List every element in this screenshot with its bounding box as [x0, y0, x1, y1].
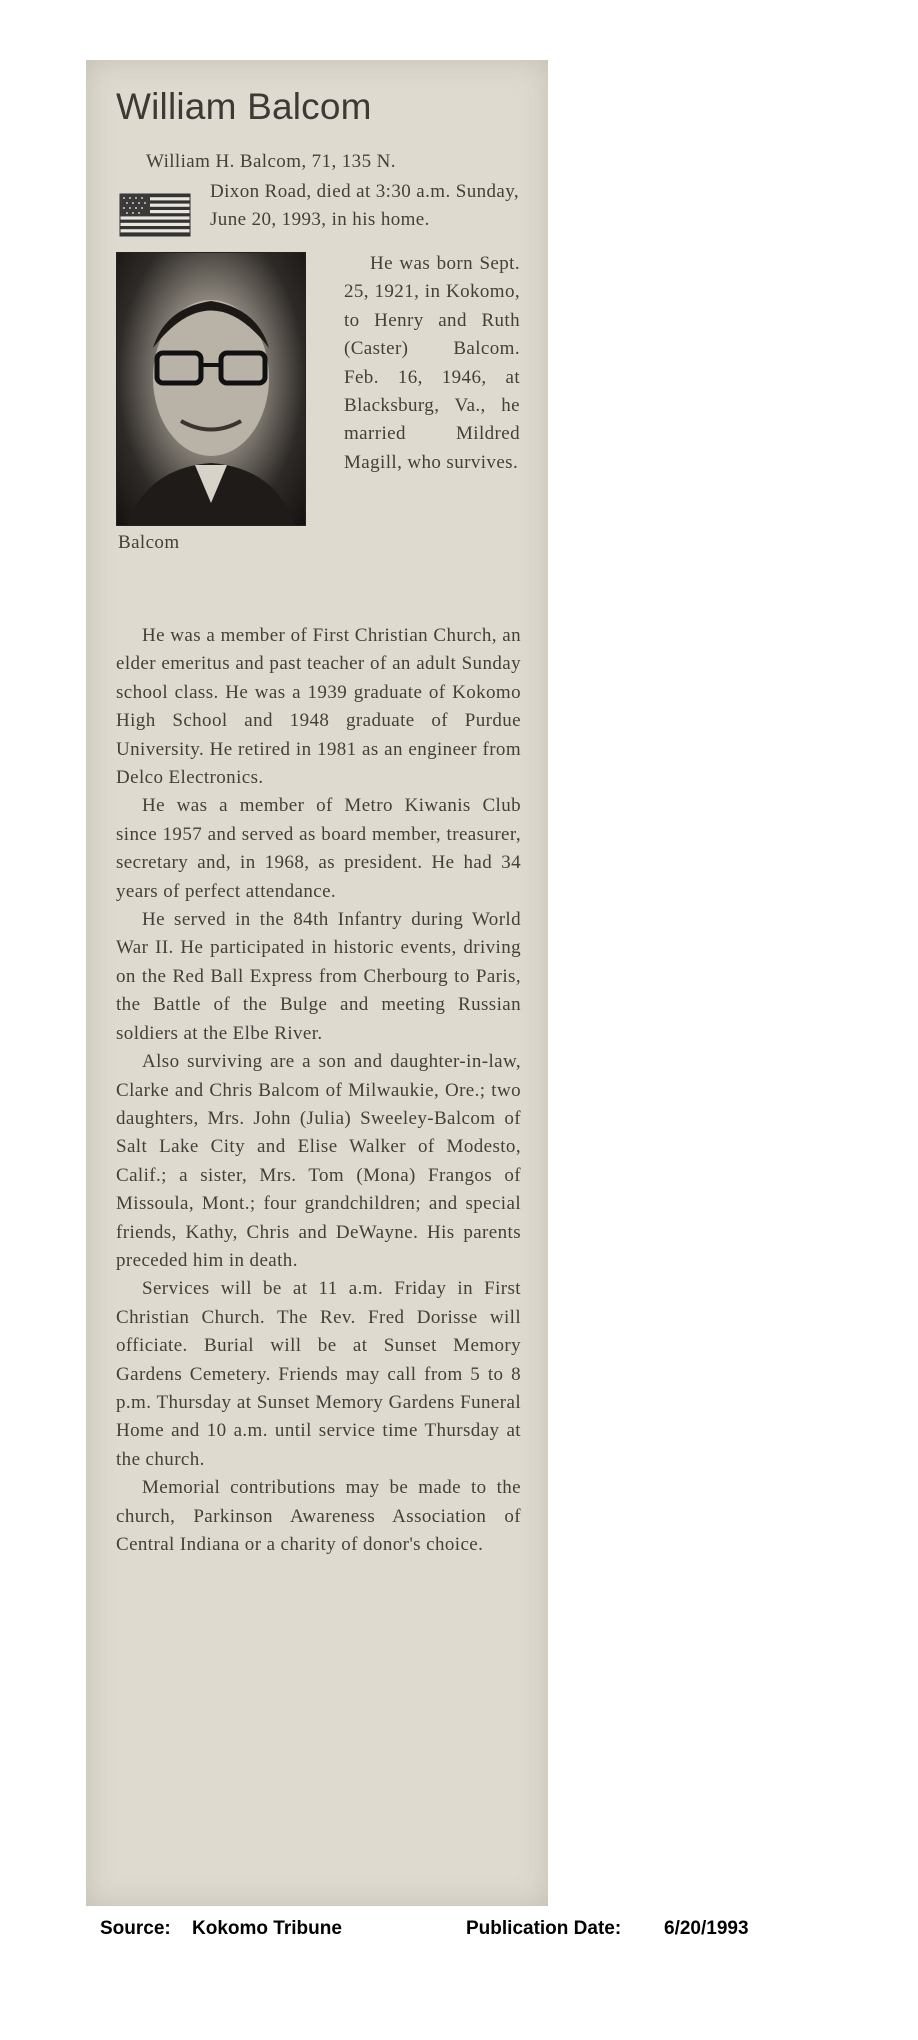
paragraph-survivors: Also surviving are a son and daughter-in-law, Clarke and Chris Balcom of Milwaukie, Ore.; two daughters, Mrs. John (Julia) Sweeley-Balcom of Salt Lake City and Elise Walker of Modesto, Calif.; a sister, Mrs. Tom (Mona) Frangos of Missoula, Mont.; four grandchildren; and special friends, Kathy, Chris and DeWayne. His parents preceded him in death. — [116, 1051, 521, 1271]
american-flag-icon — [118, 190, 192, 242]
intro-line-1: William H. Balcom, 71, 135 N. — [146, 151, 396, 172]
intro-line-2: Dixon Road, died at 3:30 a.m. Sunday, June 20, 1993, in his home. — [210, 181, 520, 231]
obituary-headline: William Balcom — [116, 86, 372, 127]
photo-caption: Balcom — [118, 532, 180, 553]
source-value: Kokomo Tribune — [192, 1918, 342, 1939]
paragraph-memorials: Memorial contributions may be made to the church, Parkinson Awareness Association of Central Indiana or a charity of donor's choice. — [116, 1477, 521, 1555]
paragraph-military: He served in the 84th Infantry during World War II. He participated in historic events, driving on the Red Ball Express from Cherbourg to Paris, the Battle of the Bulge and meeting Russian soldiers at the Elbe River. — [116, 909, 521, 1044]
publication-date-label: Publication Date: — [466, 1918, 622, 1939]
paragraph-church: He was a member of First Christian Church, an elder emeritus and past teacher of an adult Sunday school class. He was a 1939 graduate of Kokomo High School and 1948 graduate of Purdue University. He retired in 1981 as an engineer from Delco Electronics. — [116, 625, 521, 789]
paragraph-kiwanis: He was a member of Metro Kiwanis Club since 1957 and served as board member, treasurer, secretary and, in 1968, as president. He had 34 years of perfect attendance. — [116, 795, 521, 902]
publication-date-value: 6/20/1993 — [664, 1918, 749, 1939]
paragraph-services: Services will be at 11 a.m. Friday in First Christian Church. The Rev. Fred Dorisse will officiate. Burial will be at Sunset Memory Gardens Cemetery. Friends may call from 5 to 8 p.m. Thursday at Sunset Memory Gardens Funeral Home and 10 a.m. until service time Thursday at the church. — [116, 1278, 521, 1470]
born-paragraph: He was born Sept. 25, 1921, in Kokomo, to Henry and Ruth (Caster) Balcom. Feb. 16, 1946, at Blacksburg, Va., he married Mildred Magill, who survives. — [344, 253, 520, 473]
portrait-photo — [116, 252, 306, 526]
obituary-clipping — [86, 60, 548, 1906]
obituary-body — [116, 622, 521, 1559]
source-label: Source: — [100, 1918, 171, 1939]
